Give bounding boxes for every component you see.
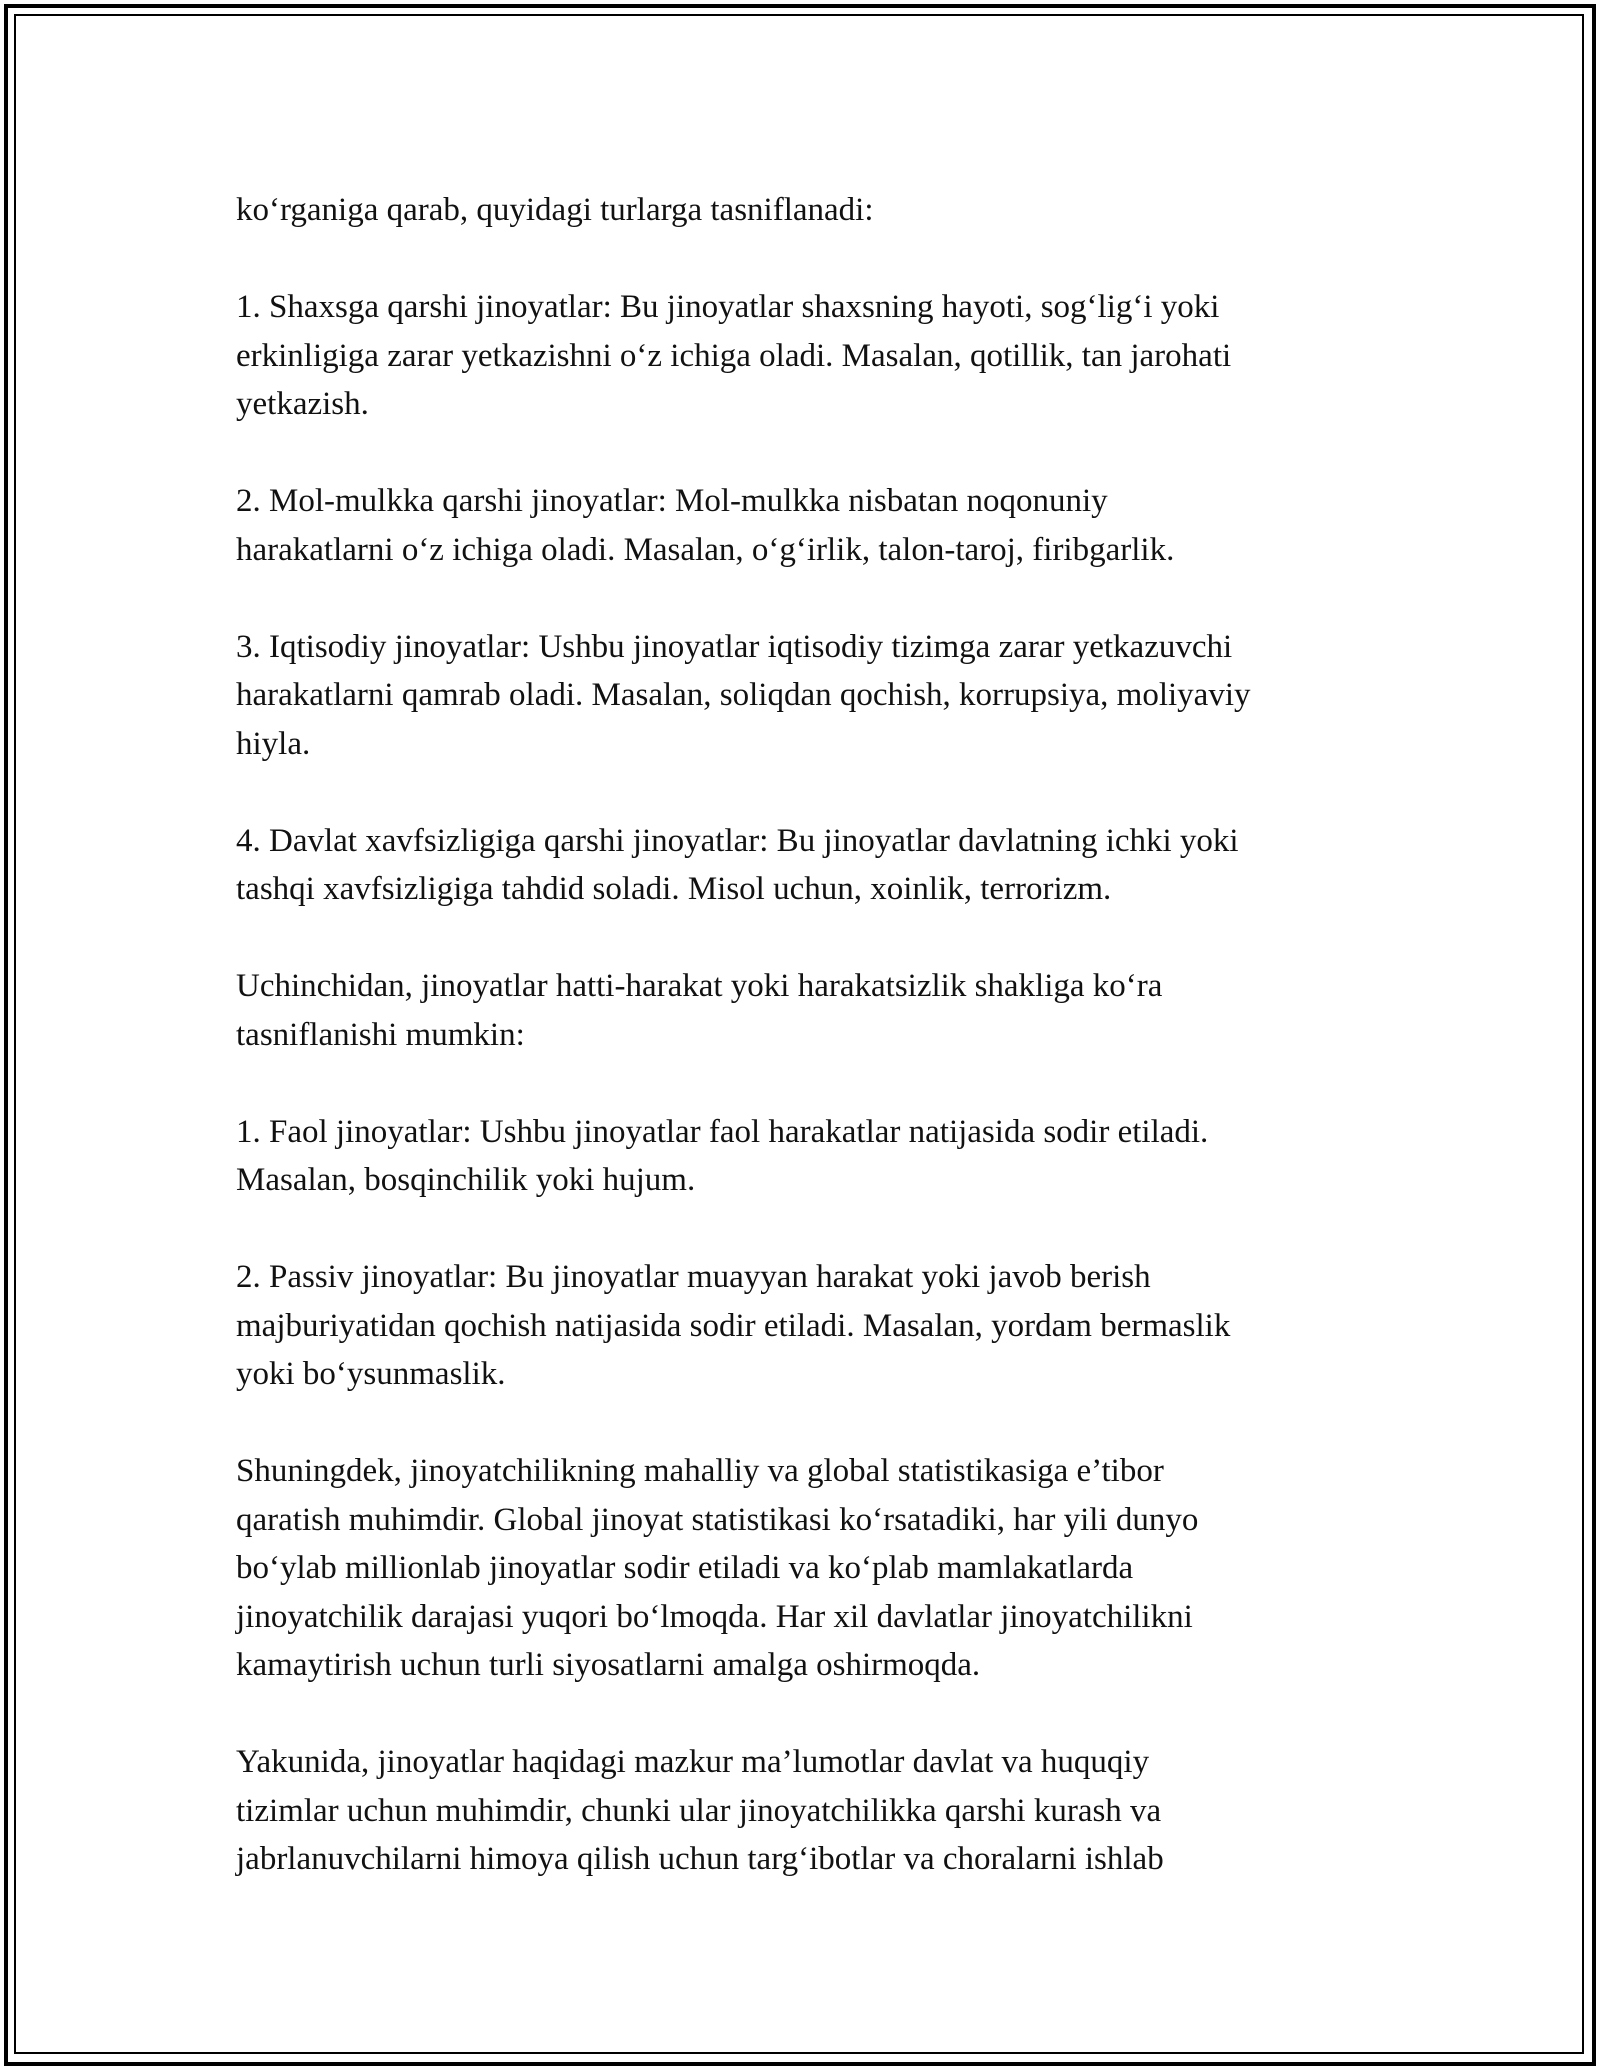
text-line: 1. Faol jinoyatlar: Ushbu jinoyatlar faol harakatlar natijasida sodir etiladi. — [236, 1113, 1209, 1150]
text-line: bo‘ylab millionlab jinoyatlar sodir etiladi va ko‘plab mamlakatlarda — [236, 1550, 1134, 1586]
paragraph-third-classification — [236, 962, 1386, 1059]
text-line: hiyla. — [236, 725, 311, 762]
text-line: yoki bo‘ysunmaslik. — [236, 1356, 506, 1392]
text-line: Uchinchidan, jinoyatlar hatti-harakat yoki harakatsizlik shakliga ko‘ra — [236, 968, 1163, 1004]
paragraph-list-item-1 — [236, 283, 1386, 429]
text-line: 2. Passiv jinoyatlar: Bu jinoyatlar muayyan harakat yoki javob berish — [236, 1259, 1151, 1295]
document-body — [236, 186, 1386, 1932]
text-line: qaratish muhimdir. Global jinoyat statistikasi ko‘rsatadiki, har yili dunyo — [236, 1501, 1199, 1538]
paragraph-conclusion — [236, 1738, 1386, 1884]
text-line: Masalan, bosqinchilik yoki hujum. — [236, 1162, 696, 1198]
paragraph-list-item-4 — [236, 817, 1386, 914]
text-line: Yakunida, jinoyatlar haqidagi mazkur ma’lumotlar davlat va huquqiy — [236, 1744, 1150, 1780]
text-line: erkinligiga zarar yetkazishni o‘z ichiga oladi. Masalan, qotillik, tan jarohati — [236, 337, 1232, 374]
text-line: tasniflanishi mumkin: — [236, 1016, 525, 1053]
paragraph-passive-crimes — [236, 1253, 1386, 1399]
text-line: yetkazish. — [236, 386, 369, 422]
text-line: 1. Shaxsga qarshi jinoyatlar: Bu jinoyatlar shaxsning hayoti, sog‘lig‘i yoki — [236, 289, 1220, 325]
text-line: ko‘rganiga qarab, quyidagi turlarga tasniflanadi: — [236, 192, 874, 228]
text-line: majburiyatidan qochish natijasida sodir etiladi. Masalan, yordam bermaslik — [236, 1307, 1231, 1344]
text-line: 2. Mol-mulkka qarshi jinoyatlar: Mol-mulkka nisbatan noqonuniy — [236, 483, 1108, 519]
paragraph-list-item-3 — [236, 623, 1386, 769]
text-line: harakatlarni qamrab oladi. Masalan, soliqdan qochish, korrupsiya, moliyaviy — [236, 677, 1251, 713]
text-line: Shuningdek, jinoyatchilikning mahalliy va global statistikasiga e’tibor — [236, 1453, 1164, 1489]
text-line: harakatlarni o‘z ichiga oladi. Masalan, o‘g‘irlik, talon-taroj, firibgarlik. — [236, 531, 1175, 568]
paragraph-list-item-2 — [236, 477, 1386, 574]
paragraph-active-crimes — [236, 1108, 1386, 1205]
text-line: 4. Davlat xavfsizligiga qarshi jinoyatlar: Bu jinoyatlar davlatning ichki yoki — [236, 822, 1239, 859]
text-line: tizimlar uchun muhimdir, chunki ular jinoyatchilikka qarshi kurash va — [236, 1792, 1162, 1829]
paragraph-intro — [236, 186, 1386, 235]
text-line: 3. Iqtisodiy jinoyatlar: Ushbu jinoyatlar iqtisodiy tizimga zarar yetkazuvchi — [236, 628, 1233, 665]
text-line: jinoyatchilik darajasi yuqori bo‘lmoqda. Har xil davlatlar jinoyatchilikni — [236, 1598, 1193, 1635]
paragraph-statistics — [236, 1447, 1386, 1690]
text-line: kamaytirish uchun turli siyosatlarni amalga oshirmoqda. — [236, 1647, 981, 1683]
text-line: jabrlanuvchilarni himoya qilish uchun targ‘ibotlar va choralarni ishlab — [236, 1841, 1164, 1877]
text-line: tashqi xavfsizligiga tahdid soladi. Misol uchun, xoinlik, terrorizm. — [236, 871, 1112, 907]
